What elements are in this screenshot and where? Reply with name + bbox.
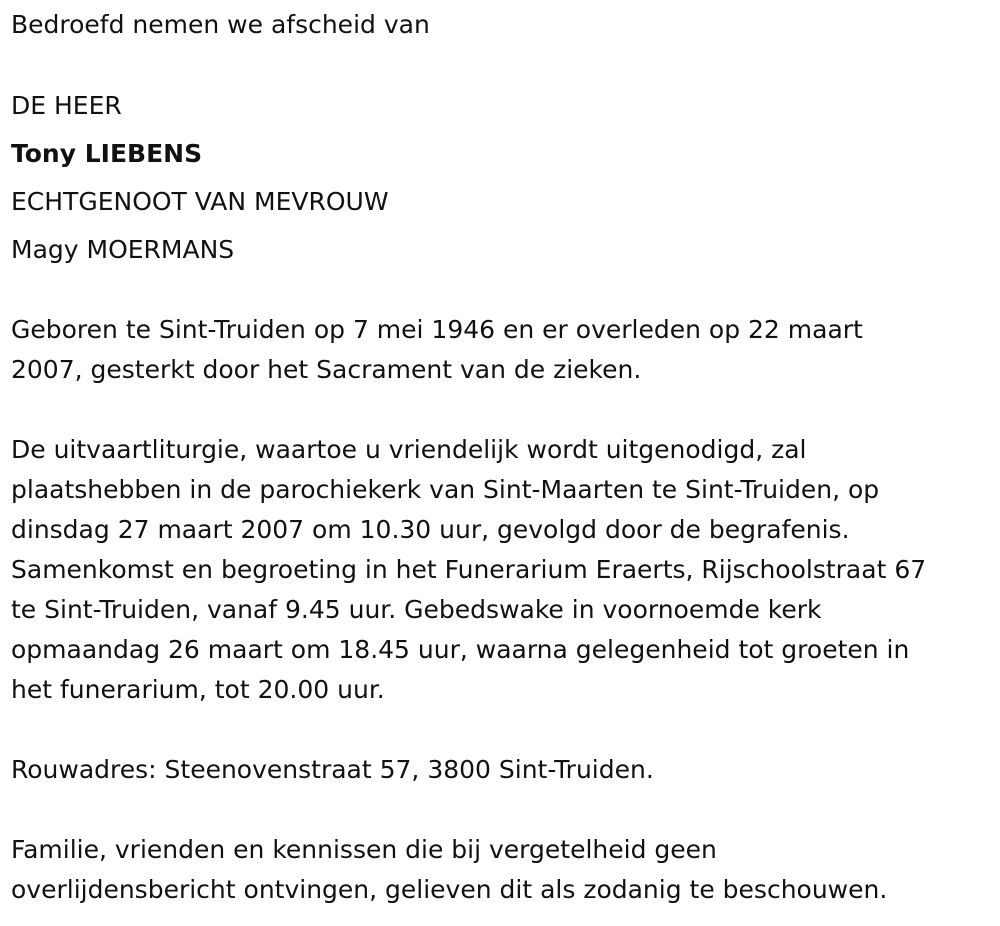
intro-text: Bedroefd nemen we afscheid van xyxy=(11,10,430,39)
ceremony-line-2: plaatshebben in de parochiekerk van Sint-Maarten te Sint-Truiden, op xyxy=(11,475,880,504)
ceremony-line-3: dinsdag 27 maart 2007 om 10.30 uur, gevolgd door de begrafenis. xyxy=(11,515,850,544)
spouse-name: Magy MOERMANS xyxy=(11,235,235,264)
title-text: DE HEER xyxy=(11,91,122,120)
birth-line-2: 2007, gesterkt door het Sacrament van de zieken. xyxy=(11,355,642,384)
ceremony-line-6: opmaandag 26 maart om 18.45 uur, waarna gelegenheid tot groeten in xyxy=(11,635,910,664)
ceremony-line-5: te Sint-Truiden, vanaf 9.45 uur. Gebedswake in voornoemde kerk xyxy=(11,595,822,624)
ceremony-line-4: Samenkomst en begroeting in het Funerarium Eraerts, Rijschoolstraat 67 xyxy=(11,555,927,584)
ceremony-line-1: De uitvaartliturgie, waartoe u vriendelijk wordt uitgenodigd, zal xyxy=(11,435,807,464)
closing-line-1: Familie, vrienden en kennissen die bij vergetelheid geen xyxy=(11,835,717,864)
ceremony-line-7: het funerarium, tot 20.00 uur. xyxy=(11,675,385,704)
birth-line-1: Geboren te Sint-Truiden op 7 mei 1946 en er overleden op 22 maart xyxy=(11,315,863,344)
deceased-name: Tony LIEBENS xyxy=(11,139,203,168)
closing-line-2: overlijdensbericht ontvingen, gelieven dit als zodanig te beschouwen. xyxy=(11,875,888,904)
mourning-address: Rouwadres: Steenovenstraat 57, 3800 Sint-Truiden. xyxy=(11,755,654,784)
relation-text: ECHTGENOOT VAN MEVROUW xyxy=(11,187,389,216)
